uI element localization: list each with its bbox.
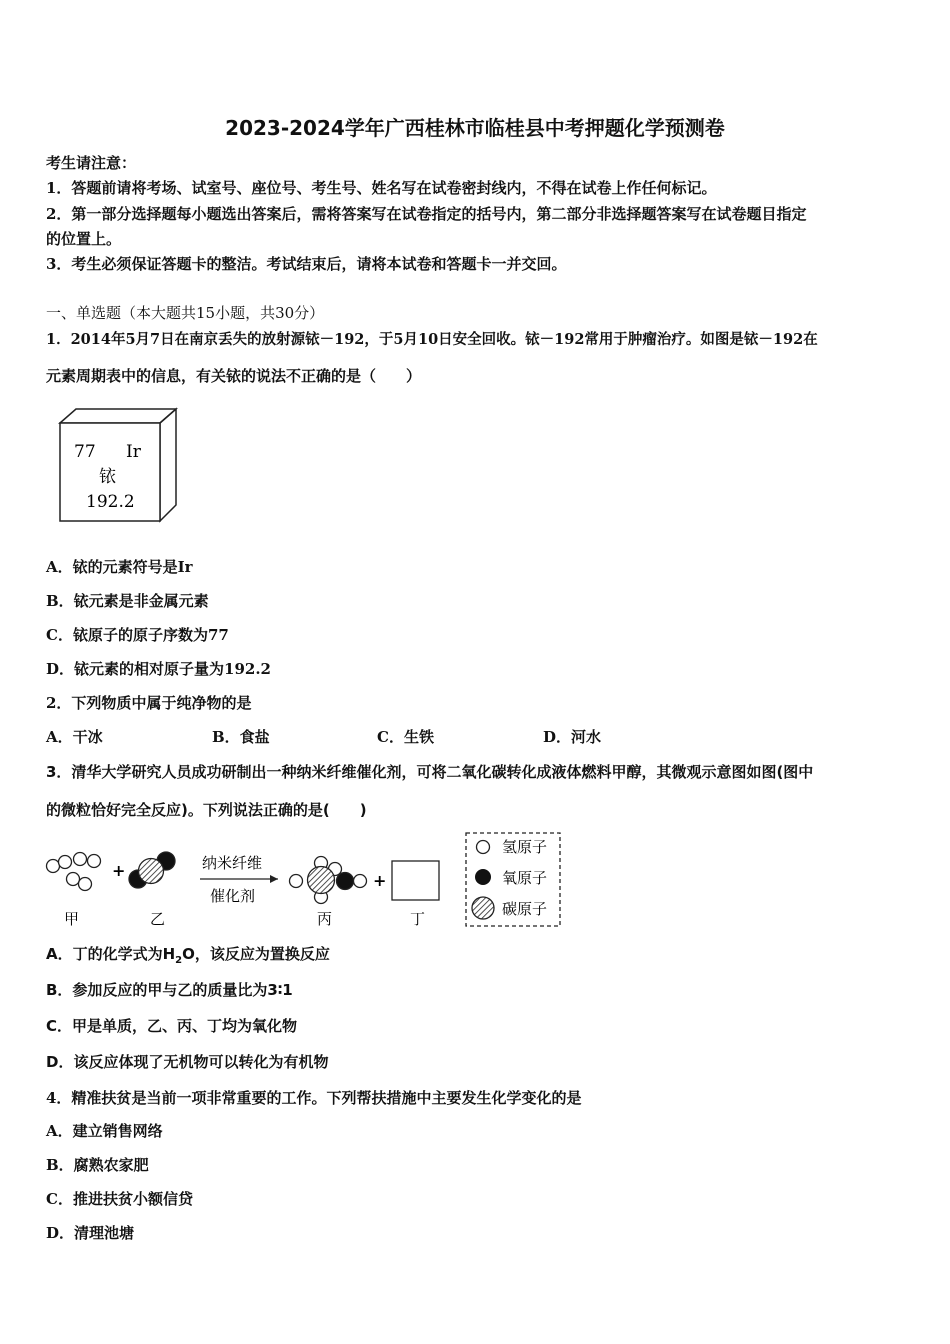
label-yi: 乙	[150, 910, 166, 928]
element-symbol: Ir	[126, 442, 141, 462]
element-cell-figure	[56, 407, 180, 525]
label-jia: 甲	[64, 910, 80, 928]
q3-option-a: A．丁的化学式为$H_2O$，该反应为置换反应	[46, 945, 330, 966]
element-mass: 192.2	[86, 492, 135, 512]
q4-option-a: A．建立销售网络	[46, 1122, 163, 1140]
notice-item: 3．考生必须保证答题卡的整洁。考试结束后，请将本试卷和答题卡一并交回。	[46, 255, 567, 273]
q4-option-c: C．推进扶贫小额信贷	[46, 1190, 193, 1208]
catalyst-bottom-label: 催化剂	[210, 887, 256, 905]
product-bing-molecule	[290, 857, 367, 904]
element-name: 铱	[99, 467, 116, 487]
legend-oxygen-icon	[475, 869, 491, 885]
q3-option-d: D．该反应体现了无机物可以转化为有机物	[46, 1053, 329, 1071]
legend-hydrogen: 氢原子	[502, 838, 548, 856]
q3-stem-line2: 的微粒恰好完全反应)。下列说法正确的是( )	[46, 801, 367, 819]
label-bing: 丙	[317, 910, 333, 928]
plus-sign: +	[373, 871, 387, 890]
reactant-yi-molecule	[129, 852, 175, 888]
legend-carbon: 碳原子	[502, 900, 548, 918]
q4-stem: 4．精准扶贫是当前一项非常重要的工作。下列帮扶措施中主要发生化学变化的是	[46, 1089, 582, 1107]
notice-item: 1．答题前请将考场、试室号、座位号、考生号、姓名写在试卷密封线内，不得在试卷上作任何标记。	[46, 179, 717, 197]
q1-option-d: D．铱元素的相对原子量为192.2	[46, 660, 271, 678]
reactant-jia-molecules	[47, 853, 101, 891]
notice-item: 2．第一部分选择题每小题选出答案后，需将答案写在试卷指定的括号内，第二部分非选择题答案写在试卷题目指定	[46, 205, 807, 223]
q2-stem: 2．下列物质中属于纯净物的是	[46, 694, 252, 712]
legend-oxygen: 氧原子	[502, 869, 548, 887]
q1-option-c: C．铱原子的原子序数为77	[46, 626, 229, 644]
q3-option-c: C．甲是单质，乙、丙、丁均为氧化物	[46, 1017, 298, 1035]
q3-stem-line1: 3．清华大学研究人员成功研制出一种纳米纤维催化剂，可将二氧化碳转化成液体燃料甲醇，其微观示意图如图(图中	[46, 763, 814, 781]
page-title: 2023-2024学年广西桂林市临桂县中考押题化学预测卷	[225, 116, 725, 140]
q2-option-d: D．河水	[543, 728, 602, 746]
q2-option-c: C．生铁	[377, 728, 434, 746]
q4-option-d: D．清理池塘	[46, 1224, 135, 1242]
q1-option-a: A．铱的元素符号是Ir	[46, 558, 193, 576]
q1-option-b: B．铱元素是非金属元素	[46, 592, 209, 610]
reaction-diagram	[40, 828, 570, 932]
product-ding-box	[392, 861, 439, 900]
label-ding: 丁	[410, 910, 426, 928]
q1-stem-line2: 元素周期表中的信息，有关铱的说法不正确的是（ ）	[46, 367, 422, 385]
q2-option-a: A．干冰	[46, 728, 103, 746]
notice-heading: 考生请注意：	[46, 154, 137, 172]
section-heading: 一、单选题（本大题共15小题，共30分）	[46, 304, 325, 322]
element-number: 77	[74, 442, 96, 462]
legend-carbon-icon	[472, 897, 494, 919]
catalyst-top-label: 纳米纤维	[202, 854, 263, 872]
q2-option-b: B．食盐	[212, 728, 270, 746]
q1-stem-line1: 1．2014年5月7日在南京丢失的放射源铱－192，于5月10日安全回收。铱－192常用于肿瘤治疗。如图是铱－192在	[46, 331, 818, 348]
notice-item: 的位置上。	[46, 230, 122, 248]
q3-option-b: B．参加反应的甲与乙的质量比为3∶1	[46, 981, 293, 999]
plus-sign: +	[112, 861, 126, 880]
legend-hydrogen-icon	[477, 841, 490, 854]
legend-box	[466, 833, 560, 926]
q4-option-b: B．腐熟农家肥	[46, 1156, 149, 1174]
